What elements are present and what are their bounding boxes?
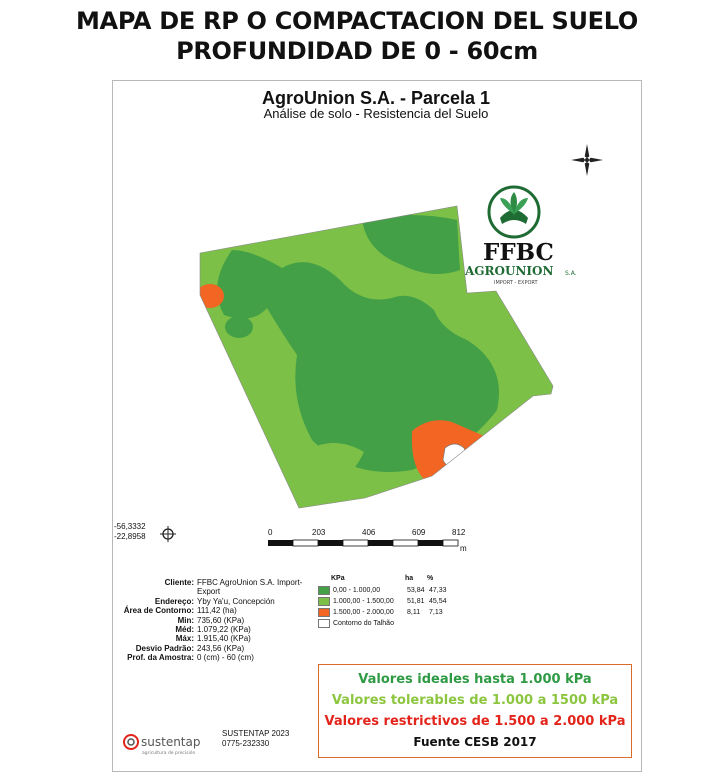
info-row [118,653,318,662]
logo-brand: FFBC [483,239,554,266]
legend-rows [318,585,468,629]
info-key: Área de Contorno: [123,606,194,616]
info-row [118,606,318,615]
legend-range: 1.000,00 - 1.500,00 [333,598,394,605]
soil-resistance-map [112,190,640,530]
sustentap-brand: sustentap [141,735,201,749]
title-line-1: MAPA DE RP O COMPACTACION DEL SUELO [75,7,639,35]
footer-name: SUSTENTAP 2023 [222,729,290,738]
info-value: FFBC AgroUnion S.A. Import-Export [197,578,303,597]
info-value: 735,60 (KPa) [197,615,245,625]
info-value: 1.915,40 (KPa) [197,634,251,644]
footer-contact [222,729,289,749]
legend-ha: 51,81 [407,598,425,605]
scale-tick-label: 812 [452,528,466,537]
scale-tick-label: 203 [312,528,326,537]
coordinate-readout [114,522,146,542]
info-key: Cliente: [164,578,194,587]
zone-ideal-west [225,316,253,338]
title-line-2: PROFUNDIDAD DE 0 - 60cm [176,37,538,65]
legend-pct: 47,33 [429,587,447,594]
info-row [118,578,318,597]
info-row [118,644,318,653]
info-key: Desvio Padrão: [135,643,194,653]
info-key: Prof. da Amostra: [127,653,194,663]
sustentap-logo [122,728,214,758]
legend-range: 0,00 - 1.000,00 [333,587,381,594]
legend-ha: 53,84 [407,587,425,594]
value-line: Valores restrictivos de 1.500 a 2.000 kPa [324,714,626,729]
info-key: Min: [177,615,194,625]
crosshair-icon [160,526,176,542]
legend-header-pct: % [427,575,434,582]
scale-labels [268,528,466,537]
value-line: Fuente CESB 2017 [413,735,537,749]
info-value: 243,56 (KPa) [197,643,245,653]
legend-header-range: KPa [331,575,345,582]
legend-row [318,607,468,618]
footer-phone: 0775-232330 [222,739,270,748]
coordinate-lon: -56,3332 [114,522,146,531]
values-reference-box [318,664,632,758]
scale-tick-label: 406 [362,528,376,537]
scale-bar [268,522,468,562]
legend-range: 1.500,00 - 2.000,00 [333,609,394,616]
legend-swatch [318,597,330,606]
info-value: 1.079,22 (KPa) [197,625,251,635]
info-key: Máx: [175,634,194,644]
logo-suffix: S.A. [565,270,577,277]
value-line: Valores tolerables de 1.000 a 1500 kPa [331,693,619,708]
info-row [118,597,318,606]
legend-row [318,585,468,596]
legend-pct: 45,54 [429,598,447,605]
info-key: Endereço: [154,596,194,606]
info-value: Yby Ya'u, Concepción [197,596,275,606]
legend-header [318,575,468,585]
info-row [118,634,318,643]
map-subtitle: Análise de solo - Resistencia del Suelo [263,106,489,121]
value-line: Valores ideales hasta 1.000 kPa [358,672,592,687]
map-title: AgroUnion S.A. - Parcela 1 [261,88,491,108]
scale-unit: m [460,544,467,553]
legend-ha: 8,11 [407,609,421,616]
legend [318,575,468,629]
north-arrow-icon [570,143,604,177]
legend-range: Contorno do Talhão [333,620,394,627]
info-key: Méd: [175,625,194,635]
sustentap-tagline: agricultura de precisión [142,751,196,756]
legend-swatch [318,586,330,595]
legend-swatch [318,608,330,617]
scale-tick-label: 609 [412,528,426,537]
legend-swatch [318,619,330,628]
values-lines [319,669,631,753]
scale-segments [268,540,458,546]
page-title [0,6,714,66]
info-row [118,616,318,625]
field-info [118,578,318,663]
info-row [118,625,318,634]
coordinate-lat: -22,8958 [114,532,146,541]
logo-tagline: IMPORT - EXPORT [494,280,538,286]
legend-row [318,618,468,629]
info-value: 0 (cm) - 60 (cm) [197,653,254,663]
legend-pct: 7,13 [429,609,443,616]
legend-header-ha: ha [405,575,414,582]
logo-name: AGROUNION [465,264,554,278]
scale-tick-label: 0 [268,528,273,537]
legend-row [318,596,468,607]
info-value: 111,42 (ha) [197,606,237,616]
